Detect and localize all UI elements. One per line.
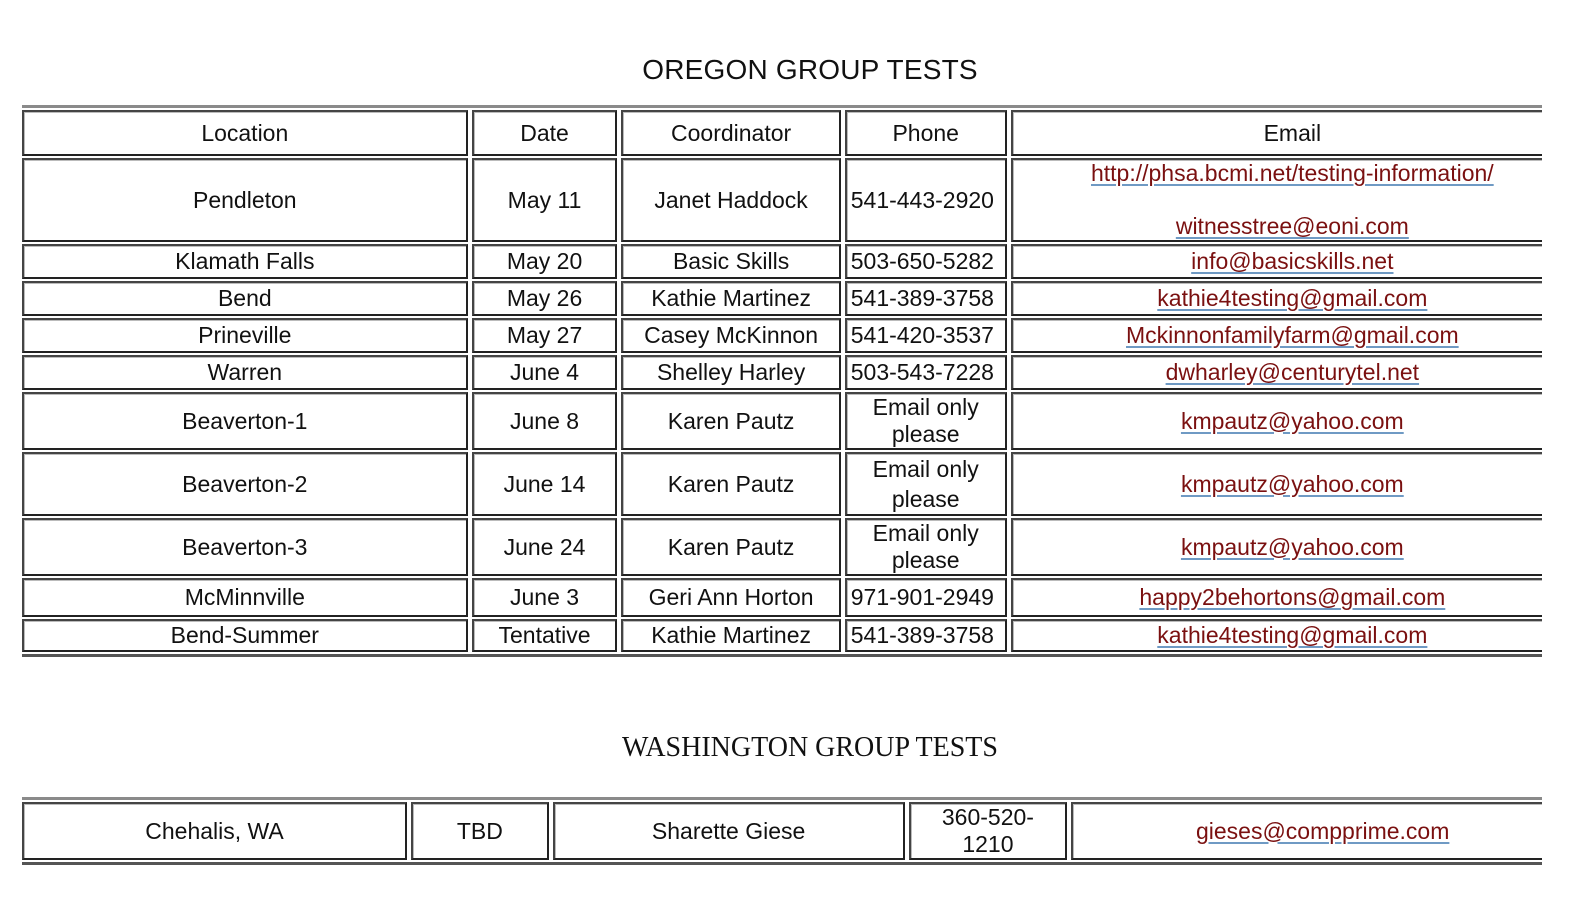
oregon-table	[22, 105, 1542, 657]
location-cell: Klamath Falls	[22, 244, 468, 279]
coordinator-cell: Basic Skills	[621, 244, 840, 279]
email-link[interactable]: dwharley@centurytel.net	[1165, 359, 1420, 385]
coordinator-cell: Sharette Giese	[553, 802, 905, 860]
table-row	[22, 619, 1542, 652]
phone-cell: 541-389-3758	[845, 619, 1007, 652]
table-row	[22, 355, 1542, 390]
oregon-title: OREGON GROUP TESTS	[642, 54, 978, 85]
location-cell: Beaverton-3	[22, 518, 468, 576]
coordinator-cell: Karen Pautz	[621, 518, 840, 576]
phone-cell: 503-543-7228	[845, 355, 1007, 390]
date-cell: May 20	[472, 244, 618, 279]
date-cell: June 4	[472, 355, 618, 390]
location-cell: Bend-Summer	[22, 619, 468, 652]
oregon-header-row	[22, 110, 1542, 156]
testing-info-link[interactable]: http://phsa.bcmi.net/testing-information/	[1090, 160, 1494, 186]
email-cell	[1011, 158, 1542, 242]
email-cell	[1011, 355, 1542, 390]
email-cell	[1011, 392, 1542, 450]
table-row	[22, 518, 1542, 576]
table-row	[22, 158, 1542, 242]
date-cell: May 27	[472, 318, 618, 353]
email-cell	[1011, 619, 1542, 652]
phone-cell: 503-650-5282	[845, 244, 1007, 279]
table-row	[22, 802, 1542, 860]
location-cell: Pendleton	[22, 158, 468, 242]
location-cell: Bend	[22, 281, 468, 316]
location-cell: Chehalis, WA	[22, 802, 407, 860]
email-cell	[1011, 452, 1542, 516]
email-link[interactable]: kmpautz@yahoo.com	[1180, 407, 1404, 434]
phone-cell: 360-520-1210	[909, 802, 1068, 860]
email-link[interactable]: happy2behortons@gmail.com	[1139, 584, 1446, 610]
email-link[interactable]: info@basicskills.net	[1191, 248, 1394, 274]
email-link[interactable]: gieses@compprime.com	[1195, 817, 1450, 844]
date-cell: June 3	[472, 578, 618, 617]
phone-cell: Email only please	[845, 518, 1007, 576]
location-cell: McMinnville	[22, 578, 468, 617]
email-link[interactable]: kmpautz@yahoo.com	[1180, 533, 1404, 560]
email-cell	[1011, 518, 1542, 576]
email-link[interactable]: kmpautz@yahoo.com	[1180, 470, 1404, 497]
email-cell	[1011, 318, 1542, 353]
table-row	[22, 452, 1542, 516]
coordinator-cell: Janet Haddock	[621, 158, 840, 242]
date-cell: June 8	[472, 392, 618, 450]
location-cell: Beaverton-2	[22, 452, 468, 516]
date-cell: June 14	[472, 452, 618, 516]
email-link[interactable]: kathie4testing@gmail.com	[1157, 622, 1428, 648]
email-cell	[1071, 802, 1542, 860]
phone-cell: 541-443-2920	[845, 158, 1007, 242]
table-row	[22, 318, 1542, 353]
coordinator-cell: Karen Pautz	[621, 452, 840, 516]
coordinator-cell: Geri Ann Horton	[621, 578, 840, 617]
location-cell: Prineville	[22, 318, 468, 353]
date-cell: Tentative	[472, 619, 618, 652]
table-row	[22, 244, 1542, 279]
oregon-table-wrapper	[22, 105, 1542, 657]
table-row	[22, 392, 1542, 450]
column-header-coordinator: Coordinator	[621, 110, 840, 156]
date-cell: May 26	[472, 281, 618, 316]
washington-table	[22, 797, 1542, 865]
location-cell: Beaverton-1	[22, 392, 468, 450]
phone-cell: 971-901-2949	[845, 578, 1007, 617]
email-link[interactable]: witnesstree@eoni.com	[1175, 213, 1409, 239]
date-cell: June 24	[472, 518, 618, 576]
column-header-phone: Phone	[845, 110, 1007, 156]
column-header-date: Date	[472, 110, 618, 156]
email-cell	[1011, 244, 1542, 279]
email-link[interactable]: Mckinnonfamilyfarm@gmail.com	[1126, 322, 1459, 348]
column-header-email: Email	[1011, 110, 1542, 156]
coordinator-cell: Shelley Harley	[621, 355, 840, 390]
column-header-location: Location	[22, 110, 468, 156]
date-cell: TBD	[411, 802, 549, 860]
location-cell: Warren	[22, 355, 468, 390]
date-cell: May 11	[472, 158, 618, 242]
coordinator-cell: Kathie Martinez	[621, 619, 840, 652]
email-cell	[1011, 281, 1542, 316]
email-cell	[1011, 578, 1542, 617]
phone-cell: Email only please	[845, 452, 1007, 516]
coordinator-cell: Kathie Martinez	[621, 281, 840, 316]
phone-cell: 541-420-3537	[845, 318, 1007, 353]
table-row	[22, 281, 1542, 316]
coordinator-cell: Karen Pautz	[621, 392, 840, 450]
email-link[interactable]: kathie4testing@gmail.com	[1157, 285, 1428, 311]
table-row	[22, 578, 1542, 617]
washington-table-wrapper	[22, 797, 1542, 865]
phone-cell: 541-389-3758	[845, 281, 1007, 316]
coordinator-cell: Casey McKinnon	[621, 318, 840, 353]
washington-title: WASHINGTON GROUP TESTS	[622, 732, 998, 763]
phone-cell: Email only please	[845, 392, 1007, 450]
